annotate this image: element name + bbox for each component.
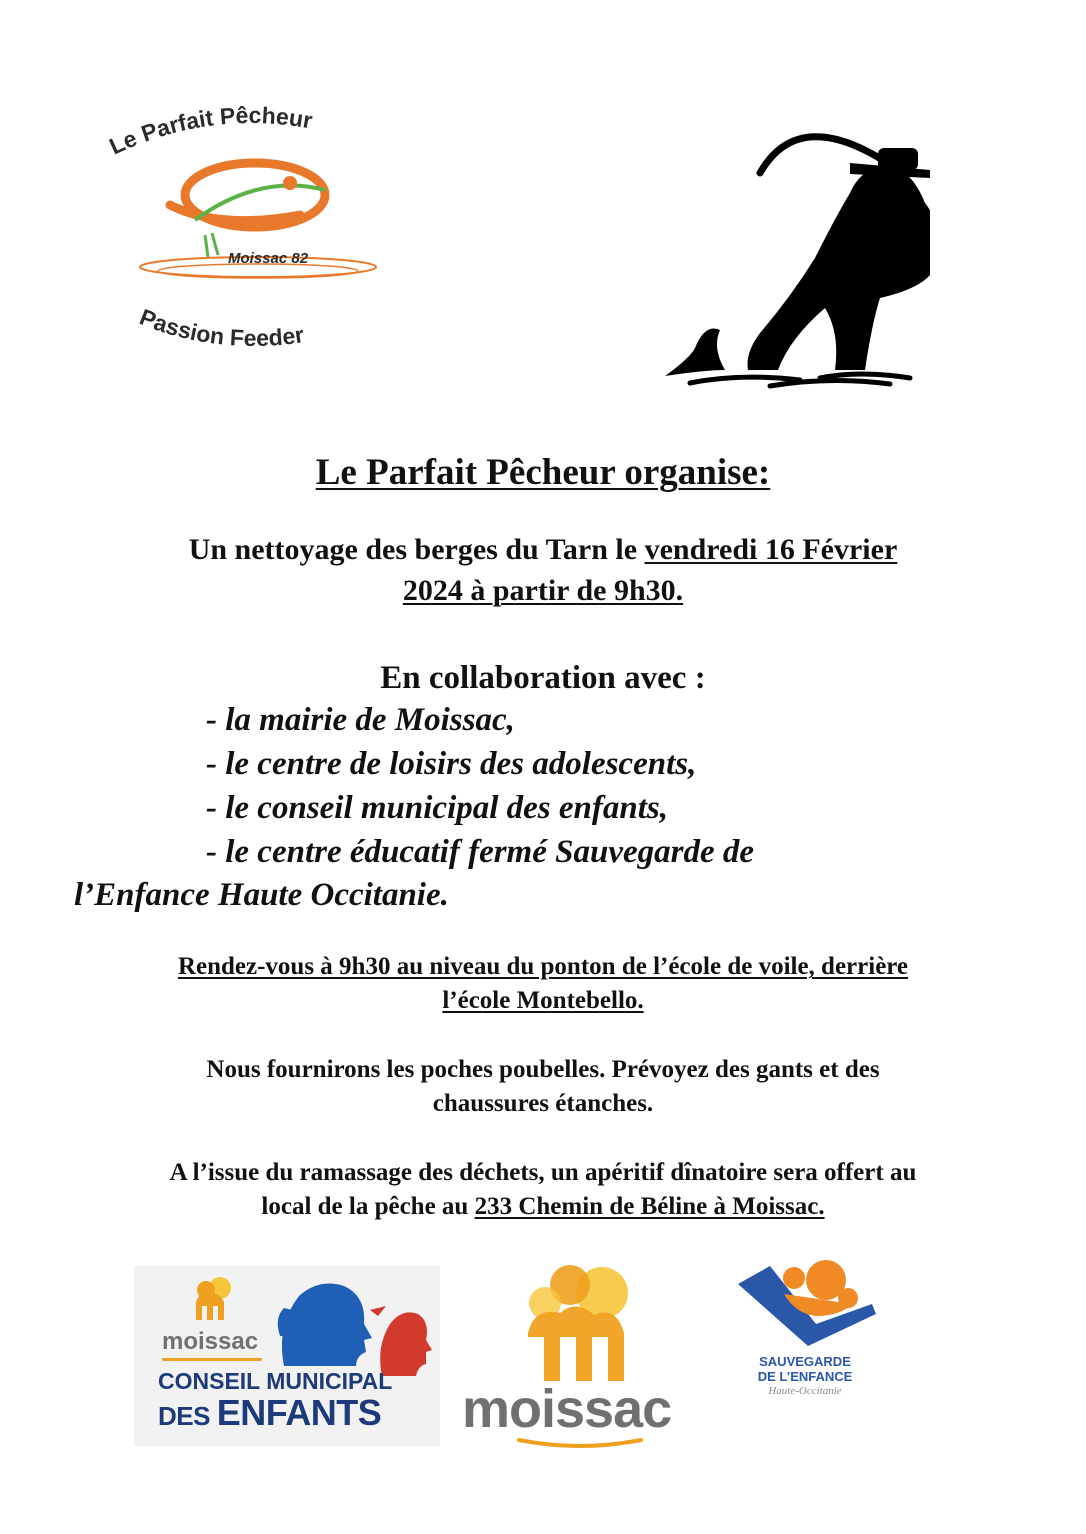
club-logo-center-text: Moissac 82 bbox=[228, 250, 309, 267]
collaboration-item: - le centre de loisirs des adolescents, bbox=[206, 746, 697, 782]
supplies-note bbox=[40, 1053, 1046, 1121]
aperitif-address: 233 Chemin de Béline à Moissac. bbox=[474, 1193, 825, 1220]
event-time: 2024 à partir de 9h30. bbox=[402, 574, 684, 607]
intro-text bbox=[0, 529, 1086, 611]
aperitif-line1: A l’issue du ramassage des déchets, un apéritif dînatoire sera offert au bbox=[169, 1159, 917, 1186]
sauvegarde-line1: SAUVEGARDE bbox=[759, 1354, 851, 1369]
cme-title-line2: DES ENFANTS bbox=[158, 1392, 382, 1433]
cme-town-text: moissac bbox=[162, 1328, 259, 1355]
club-logo-bottom-text: Passion Feeder bbox=[136, 303, 306, 352]
collaboration-item: - le conseil municipal des enfants, bbox=[206, 790, 668, 826]
cme-logo bbox=[134, 1266, 440, 1446]
intro-lead: Un nettoyage des berges du Tarn le bbox=[188, 533, 645, 566]
event-date: vendredi 16 Février bbox=[644, 533, 898, 566]
meeting-line1: Rendez-vous à 9h30 au niveau du ponton de l’école de voile, derrière bbox=[177, 953, 909, 980]
fish-icon bbox=[170, 163, 325, 257]
aperitif-note bbox=[40, 1156, 1046, 1224]
club-logo-top-text: Le Parfait Pêcheur bbox=[105, 101, 315, 160]
sauvegarde-line2: DE L’ENFANCE bbox=[757, 1369, 853, 1384]
supplies-line2: chaussures étanches. bbox=[432, 1090, 654, 1117]
collaboration-heading: En collaboration avec : bbox=[380, 660, 706, 696]
meeting-point bbox=[40, 950, 1046, 1018]
meeting-line2: l’école Montebello. bbox=[442, 987, 644, 1014]
moissac-logo-text: moissac bbox=[462, 1379, 672, 1439]
cme-underline bbox=[162, 1358, 262, 1361]
sauvegarde-logo-text bbox=[730, 1354, 880, 1399]
aperitif-line2: local de la pêche au bbox=[261, 1193, 475, 1220]
collaboration-item: - la mairie de Moissac, bbox=[206, 702, 515, 738]
club-logo bbox=[100, 95, 420, 370]
supplies-line1: Nous fournirons les poches poubelles. Prévoyez des gants et des bbox=[206, 1056, 880, 1083]
angler-silhouette-icon bbox=[650, 108, 930, 398]
moissac-logo-swoosh bbox=[515, 1436, 645, 1450]
moissac-emblem-icon bbox=[520, 1263, 640, 1383]
sauvegarde-line3: Haute-Occitanie bbox=[768, 1385, 842, 1397]
collaboration-item: - le centre éducatif fermé Sauvegarde de bbox=[206, 834, 755, 870]
page-title: Le Parfait Pêcheur organise: bbox=[315, 452, 771, 493]
sauvegarde-emblem-icon bbox=[736, 1258, 878, 1350]
cme-title-line1: CONSEIL MUNICIPAL bbox=[158, 1368, 393, 1394]
collaboration-item-continuation: l’Enfance Haute Occitanie. bbox=[74, 877, 449, 913]
